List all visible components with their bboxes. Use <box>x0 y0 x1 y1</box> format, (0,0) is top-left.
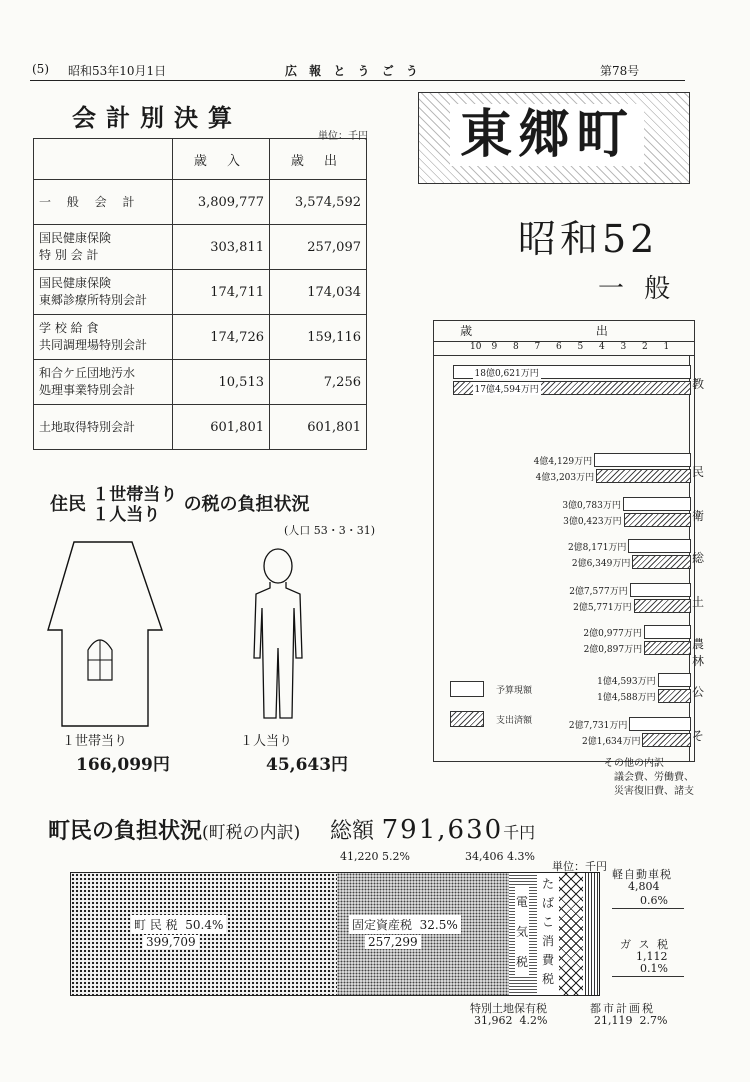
other-note-2: 議会費、労働費、 <box>614 772 694 783</box>
header-blank <box>34 139 173 180</box>
spent-bar <box>642 733 691 747</box>
spent-bar <box>658 689 691 703</box>
header-rule <box>30 80 685 81</box>
spent-bar <box>634 599 691 613</box>
category-label: 土 <box>692 595 705 609</box>
income-value: 601,801 <box>173 405 270 450</box>
legend-budget-label: 予算現額 <box>496 686 533 696</box>
tax-title: 町民の負担状況(町税の内訳) 総額 791,630千円 <box>48 815 536 845</box>
budget-value-label: 18億0,621万円 <box>473 366 541 379</box>
budget-bar <box>623 497 691 511</box>
table-row <box>34 405 367 450</box>
income-value: 3,809,777 <box>173 180 270 225</box>
budget-value-label: 2億7,577万円 <box>569 587 628 597</box>
axis-tick: 5 <box>577 342 584 352</box>
property-tax-amount: 257,299 <box>365 935 421 949</box>
table-row <box>34 180 367 225</box>
axis-tick: 4 <box>599 342 605 352</box>
expense-value: 3,574,592 <box>270 180 367 225</box>
resident-tax-amount: 399,709 <box>143 935 199 949</box>
axis-tick: 6 <box>556 342 562 352</box>
gas-tax-name: ガ ス 税 <box>620 938 670 951</box>
budget-bar <box>628 539 691 553</box>
account-name: 国民健康保険 東郷診療所特別会計 <box>34 270 173 315</box>
account-name: 土地取得特別会計 <box>34 405 173 450</box>
city-planning-tax-value: 21,119 2.7% <box>594 1014 668 1027</box>
other-note-3: 災害復旧費、諸支 <box>614 786 694 797</box>
table-row <box>34 315 367 360</box>
house-icon <box>44 540 164 730</box>
household-label: １世帯当り <box>62 734 128 749</box>
header-income: 歳 入 <box>173 139 270 180</box>
category-label: 公 <box>692 685 705 699</box>
spent-bar <box>596 469 691 483</box>
gas-tax-amount: 1,112 <box>636 950 668 963</box>
legend-spent-swatch <box>450 711 484 727</box>
axis-tick: 2 <box>642 342 648 352</box>
header-expense: 歳 出 <box>270 139 367 180</box>
kei-tax-pct: 0.6% <box>640 894 668 907</box>
income-value: 303,811 <box>173 225 270 270</box>
other-note-1: その他の内訳 <box>604 758 664 769</box>
population-note: (人口 53・3・31) <box>284 524 376 537</box>
budget-value-label: 1億4,593万円 <box>597 677 656 687</box>
spent-value-label: 2億5,771万円 <box>573 603 632 613</box>
expense-value: 257,097 <box>270 225 367 270</box>
account-name: 一 般 会 計 <box>34 180 173 225</box>
chart-title: 歳 出 <box>434 321 694 342</box>
page-number: (5) <box>32 62 49 76</box>
axis-tick: 3 <box>620 342 627 352</box>
era-year: 昭和52 <box>518 217 659 261</box>
budget-value-label: 2億8,171万円 <box>567 543 627 553</box>
table-row <box>34 270 367 315</box>
property-tax-label: 固定資産税 32.5% <box>349 915 461 934</box>
accounts-unit: 単位：千円 <box>318 131 368 142</box>
city-planning-tax-segment <box>583 873 598 995</box>
axis-tick: 10 <box>470 342 482 352</box>
tobacco-tax-top: 34,406 4.3% <box>465 850 535 863</box>
table-row <box>34 360 367 405</box>
table-row <box>34 225 367 270</box>
kei-tax-rule <box>612 908 684 909</box>
gas-tax-pct: 0.1% <box>640 962 668 975</box>
category-label: 民 <box>692 465 705 479</box>
tobacco-tax-segment <box>537 873 560 995</box>
resident-tax-label: 町 民 税 50.4% <box>131 915 226 934</box>
account-name: 国民健康保険 特 別 会 計 <box>34 225 173 270</box>
spent-value-label: 4億3,203万円 <box>535 473 595 483</box>
legend-budget-swatch <box>450 681 484 697</box>
budget-value-label: 2億7,731万円 <box>568 721 628 731</box>
budget-value-label: 4億4,129万円 <box>533 457 593 467</box>
axis-tick: 7 <box>534 342 541 352</box>
spent-value-label: 2億1,634万円 <box>582 737 641 747</box>
electric-tax-label: 電 気 税 <box>515 887 529 977</box>
category-label: そ <box>692 729 705 743</box>
property-tax-segment <box>337 873 510 995</box>
category-label: 教 <box>692 377 705 391</box>
axis-tick: 9 <box>491 342 498 352</box>
category-label: 農林 <box>692 637 705 668</box>
general-heading: 一 般 <box>598 274 677 304</box>
income-value: 174,726 <box>173 315 270 360</box>
category-label: 衛 <box>692 509 705 523</box>
spent-value-label: 3億0,423万円 <box>563 517 622 527</box>
budget-bar <box>644 625 691 639</box>
axis-tick: 1 <box>663 342 670 352</box>
category-label: 総 <box>692 551 705 565</box>
spent-value-label: 2億0,897万円 <box>583 645 643 655</box>
account-name: 和合ケ丘団地汚水 処理事業特別会計 <box>34 360 173 405</box>
gas-tax-rule <box>612 976 684 977</box>
person-label: １人当り <box>240 734 293 749</box>
expenditure-chart <box>433 320 705 762</box>
expense-value: 174,034 <box>270 270 367 315</box>
accounts-table <box>33 138 367 450</box>
person-value: 45,643円 <box>266 755 349 775</box>
special-land-tax-segment <box>559 873 584 995</box>
spent-value-label: 1億4,588万円 <box>597 693 656 703</box>
issue-date: 昭和53年10月1日 <box>68 64 167 78</box>
tobacco-tax-label: たばこ消費税 <box>541 877 554 986</box>
special-land-tax-name: 特別土地保有税 <box>470 1002 547 1015</box>
axis-tick: 8 <box>513 342 519 352</box>
account-name: 学 校 給 食 共同調理場特別会計 <box>34 315 173 360</box>
burden-title: 住民 １世帯当り １人当り の税の負担状況 <box>50 485 310 525</box>
spent-bar <box>624 513 691 527</box>
expense-value: 601,801 <box>270 405 367 450</box>
tax-breakdown-bar <box>70 872 600 996</box>
budget-bar <box>630 583 691 597</box>
kei-tax-name: 軽自動車税 <box>612 868 672 881</box>
accounts-title: 会計別決算 <box>72 103 242 132</box>
resident-tax-segment <box>71 873 338 995</box>
city-planning-tax-name: 都市計画税 <box>590 1002 655 1015</box>
electric-tax-segment <box>509 873 538 995</box>
budget-bar <box>629 717 691 731</box>
income-value: 10,513 <box>173 360 270 405</box>
legend-spent-label: 支出済額 <box>496 716 533 726</box>
expense-value: 159,116 <box>270 315 367 360</box>
spent-bar <box>632 555 691 569</box>
spent-value-label: 2億6,349万円 <box>571 559 631 569</box>
budget-bar <box>594 453 691 467</box>
spent-value-label: 17億4,594万円 <box>473 382 541 395</box>
person-icon <box>248 548 308 720</box>
table-header-row <box>34 139 367 180</box>
issue-number: 第78号 <box>600 64 640 78</box>
income-value: 174,711 <box>173 270 270 315</box>
electric-tax-top: 41,220 5.2% <box>340 850 410 863</box>
spent-bar <box>644 641 691 655</box>
household-value: 166,099円 <box>76 755 170 775</box>
tax-unit: 単位：千円 <box>552 860 607 873</box>
budget-value-label: 2億0,977万円 <box>583 629 642 639</box>
budget-value-label: 3億0,783万円 <box>562 501 621 511</box>
kei-tax-amount: 4,804 <box>628 880 660 893</box>
special-land-tax-value: 31,962 4.2% <box>474 1014 548 1027</box>
budget-bar <box>658 673 691 687</box>
paper-name: 広 報 と う ご う <box>285 64 422 78</box>
town-name: 東郷町 <box>450 104 644 166</box>
expense-value: 7,256 <box>270 360 367 405</box>
